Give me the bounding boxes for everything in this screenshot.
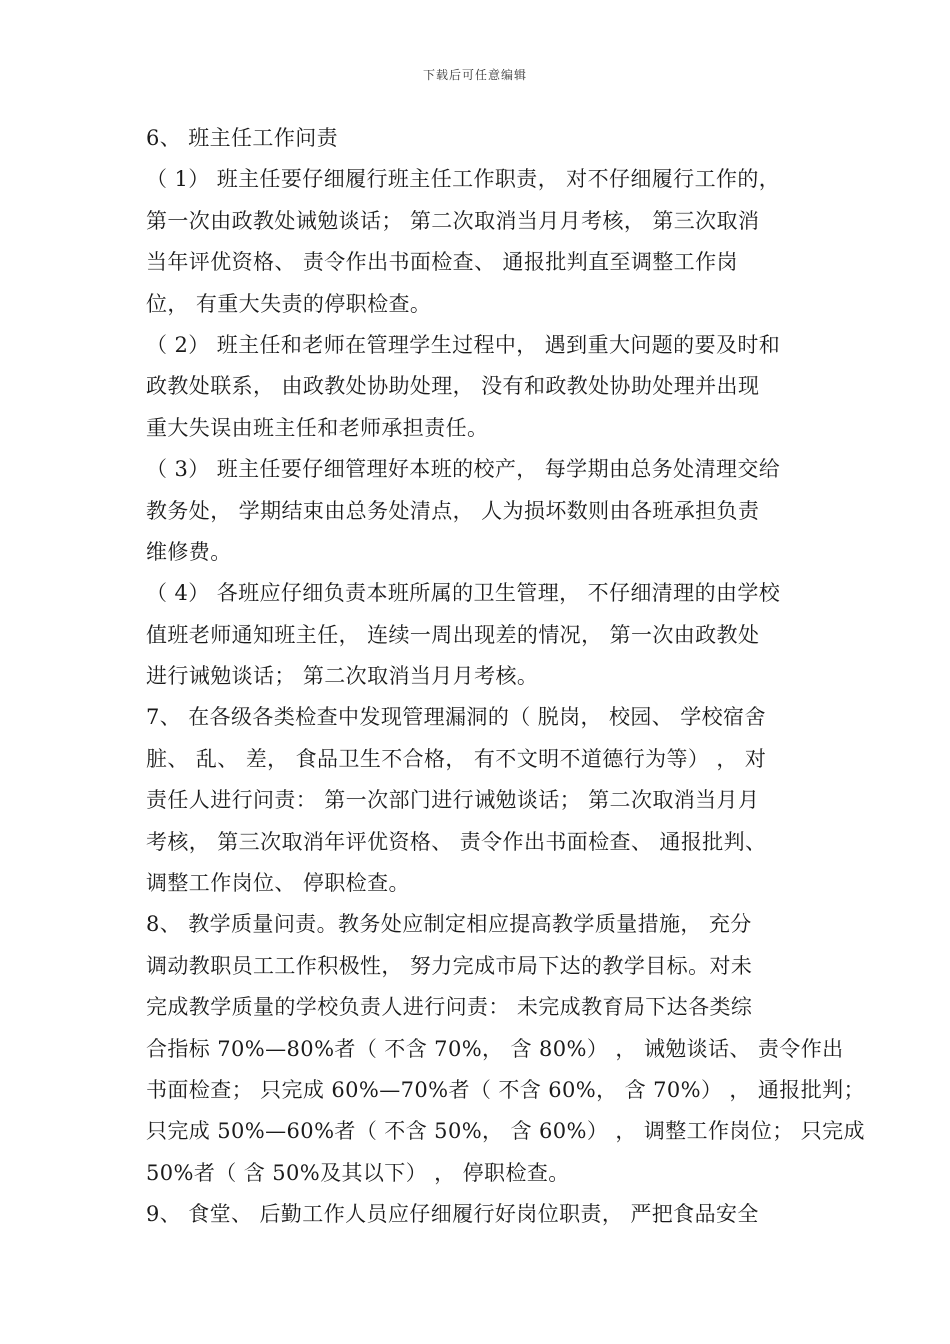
text-line: 责任人进行问责： 第一次部门进行诫勉谈话； 第二次取消当月月	[146, 788, 760, 813]
text-line: 调动教职员工工作积极性， 努力完成市局下达的教学目标。对未	[146, 953, 753, 978]
text-line: 教务处， 学期结束由总务处清点， 人为损坏数则由各班承担负责	[146, 498, 760, 523]
text-line: 6、 班主任工作问责	[146, 126, 339, 150]
text-line: （ 1） 班主任要仔细履行班主任工作职责， 对不仔细履行工作的，	[146, 167, 781, 192]
text-line: 7、 在各级各类检查中发现管理漏洞的（ 脱岗， 校园、 学校宿舍	[146, 705, 766, 730]
text-line: （ 3） 班主任要仔细管理好本班的校产， 每学期由总务处清理交给	[146, 457, 781, 482]
text-line: 调整工作岗位、 停职检查。	[146, 871, 410, 896]
text-line: （ 4） 各班应仔细负责本班所属的卫生管理， 不仔细清理的由学校	[146, 581, 781, 606]
text-line: 完成教学质量的学校负责人进行问责： 未完成教育局下达各类综	[146, 995, 753, 1020]
text-line: 值班老师通知班主任， 连续一周出现差的情况， 第一次由政教处	[146, 622, 760, 647]
text-line: （ 2） 班主任和老师在管理学生过程中， 遇到重大问题的要及时和	[146, 332, 781, 357]
text-line: 政教处联系， 由政教处协助处理， 没有和政教处协助处理并出现	[146, 374, 760, 399]
text-line: 书面检查； 只完成 60%—70%者（ 不含 60%， 含 70%） ， 通报批判；	[146, 1077, 865, 1102]
text-line: 考核， 第三次取消年评优资格、 责令作出书面检查、 通报批判、	[146, 829, 767, 854]
text-line: 9、 食堂、 后勤工作人员应仔细履行好岗位职责， 严把食品安全	[146, 1202, 759, 1227]
text-line: 重大失误由班主任和老师承担责任。	[146, 415, 489, 440]
text-line: 只完成 50%—60%者（ 不含 50%， 含 60%） ， 调整工作岗位； 只完成	[146, 1119, 865, 1144]
text-line: 第一次由政教处诫勉谈话； 第二次取消当月月考核， 第三次取消	[146, 208, 760, 233]
text-line: 8、 教学质量问责。教务处应制定相应提高教学质量措施， 充分	[146, 912, 752, 937]
text-line: 位， 有重大失责的停职检查。	[146, 291, 432, 316]
text-line: 进行诫勉谈话； 第二次取消当月月考核。	[146, 664, 539, 689]
text-line: 脏、 乱、 差， 食品卫生不合格， 有不文明不道德行为等） ， 对	[146, 746, 767, 771]
page-header: 下载后可任意编辑	[422, 68, 527, 82]
text-line: 合指标 70%—80%者（ 不含 70%， 含 80%） ， 诫勉谈话、 责令作出	[146, 1036, 844, 1061]
text-line: 维修费。	[146, 539, 232, 564]
text-line: 50%者（ 含 50%及其以下） ， 停职检查。	[146, 1160, 570, 1185]
document-body	[146, 118, 865, 1236]
text-line: 当年评优资格、 责令作出书面检查、 通报批判直至调整工作岗	[146, 250, 738, 275]
